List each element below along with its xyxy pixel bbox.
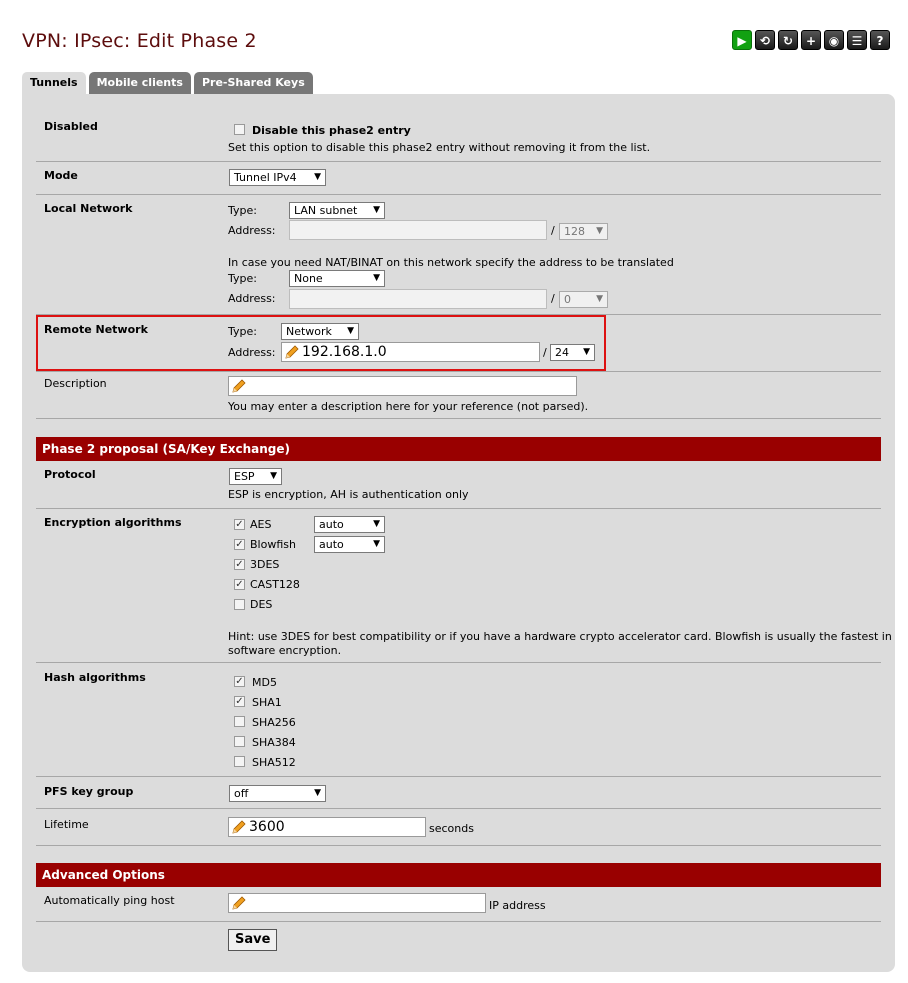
nat-type-label: Type: bbox=[228, 272, 257, 285]
aes-checkbox[interactable]: ✓ bbox=[235, 519, 244, 530]
nat-type-value: None bbox=[294, 272, 323, 285]
description-hint: You may enter a description here for your reference (not parsed). bbox=[228, 400, 589, 413]
local-address-label: Address: bbox=[228, 224, 276, 237]
nat-mask-value: 0 bbox=[564, 293, 571, 306]
pencil-icon bbox=[231, 378, 247, 394]
blowfish-keylen-value: auto bbox=[319, 538, 344, 551]
disabled-row bbox=[36, 108, 881, 162]
chevron-down-icon: ▼ bbox=[373, 539, 380, 549]
remote-network-label: Remote Network bbox=[44, 323, 148, 336]
protocol-label: Protocol bbox=[44, 468, 96, 481]
local-type-value: LAN subnet bbox=[294, 204, 358, 217]
tab-mobile-clients[interactable]: Mobile clients bbox=[89, 72, 191, 94]
des-checkbox[interactable] bbox=[234, 599, 245, 610]
sha512-label: SHA512 bbox=[252, 756, 296, 769]
md5-label: MD5 bbox=[252, 676, 277, 689]
aes-keylen-select[interactable] bbox=[314, 516, 385, 533]
pfs-row bbox=[36, 777, 881, 809]
blowfish-keylen-select[interactable] bbox=[314, 536, 385, 553]
lifetime-row bbox=[36, 809, 881, 846]
description-row bbox=[36, 372, 881, 419]
description-input[interactable] bbox=[228, 376, 577, 396]
hash-label: Hash algorithms bbox=[44, 671, 146, 684]
pfs-label: PFS key group bbox=[44, 785, 134, 798]
ping-host-label: Automatically ping host bbox=[44, 894, 175, 907]
local-type-label: Type: bbox=[228, 204, 257, 217]
encryption-label: Encryption algorithms bbox=[44, 516, 182, 529]
remote-mask-value: 24 bbox=[555, 346, 569, 359]
cast128-checkbox[interactable]: ✓ bbox=[235, 579, 244, 590]
chevron-down-icon: ▼ bbox=[596, 294, 603, 304]
header-toolbar bbox=[732, 30, 890, 50]
protocol-hint: ESP is encryption, AH is authentication only bbox=[228, 488, 469, 501]
save-button[interactable]: Save bbox=[228, 929, 277, 951]
nat-address-label: Address: bbox=[228, 292, 276, 305]
local-network-row bbox=[36, 195, 881, 315]
3des-label: 3DES bbox=[250, 558, 280, 571]
nat-mask-select[interactable] bbox=[559, 291, 608, 308]
remote-type-label: Type: bbox=[228, 325, 257, 338]
nat-type-select[interactable] bbox=[289, 270, 385, 287]
aes-label: AES bbox=[250, 518, 272, 531]
remote-address-label: Address: bbox=[228, 346, 276, 359]
chevron-down-icon: ▼ bbox=[373, 519, 380, 529]
page-title: VPN: IPsec: Edit Phase 2 bbox=[22, 30, 257, 52]
disabled-label: Disabled bbox=[44, 120, 98, 133]
encryption-hint-line2: software encryption. bbox=[228, 644, 342, 657]
lifetime-label: Lifetime bbox=[44, 818, 89, 831]
sha384-label: SHA384 bbox=[252, 736, 296, 749]
lifetime-unit: seconds bbox=[429, 822, 474, 835]
chevron-down-icon: ▼ bbox=[583, 347, 590, 357]
disable-phase2-checkbox-label: Disable this phase2 entry bbox=[252, 124, 411, 137]
mode-row bbox=[36, 162, 881, 195]
nat-mask-slash: / bbox=[551, 292, 555, 305]
list-icon[interactable]: ☰ bbox=[847, 30, 867, 50]
phase2-section-header: Phase 2 proposal (SA/Key Exchange) bbox=[36, 437, 881, 461]
tab-pre-shared-keys[interactable]: Pre-Shared Keys bbox=[194, 72, 313, 94]
local-address-input[interactable] bbox=[289, 220, 547, 240]
tab-bar bbox=[22, 72, 313, 94]
pfs-value: off bbox=[234, 787, 249, 800]
aes-keylen-value: auto bbox=[319, 518, 344, 531]
pfs-select[interactable] bbox=[229, 785, 326, 802]
local-type-select[interactable] bbox=[289, 202, 385, 219]
sha512-checkbox[interactable] bbox=[234, 756, 245, 767]
refresh-icon[interactable]: ↻ bbox=[778, 30, 798, 50]
blowfish-checkbox[interactable]: ✓ bbox=[235, 539, 244, 550]
lifetime-input[interactable] bbox=[228, 817, 426, 837]
encryption-hint-line1: Hint: use 3DES for best compatibility or if you have a hardware crypto accelerator card. Blowfish is usually the fastest in bbox=[228, 630, 892, 643]
sha384-checkbox[interactable] bbox=[234, 736, 245, 747]
chevron-down-icon: ▼ bbox=[373, 205, 380, 215]
nat-hint: In case you need NAT/BINAT on this network specify the address to be translated bbox=[228, 256, 674, 269]
ping-host-row bbox=[36, 888, 881, 922]
protocol-value: ESP bbox=[234, 470, 255, 483]
help-icon[interactable]: ? bbox=[870, 30, 890, 50]
protocol-row bbox=[36, 462, 881, 509]
add-icon[interactable]: + bbox=[801, 30, 821, 50]
advanced-section-header: Advanced Options bbox=[36, 863, 881, 887]
cast128-label: CAST128 bbox=[250, 578, 300, 591]
sha1-checkbox[interactable]: ✓ bbox=[235, 696, 244, 707]
disable-phase2-checkbox[interactable] bbox=[234, 124, 245, 135]
hash-row bbox=[36, 663, 881, 777]
restart-icon[interactable]: ⟲ bbox=[755, 30, 775, 50]
des-label: DES bbox=[250, 598, 273, 611]
chevron-down-icon: ▼ bbox=[270, 471, 277, 481]
local-mask-select[interactable] bbox=[559, 223, 608, 240]
disabled-hint: Set this option to disable this phase2 entry without removing it from the list. bbox=[228, 141, 651, 154]
mode-select-value: Tunnel IPv4 bbox=[234, 171, 297, 184]
pencil-icon bbox=[231, 895, 247, 911]
nat-address-input[interactable] bbox=[289, 289, 547, 309]
sha1-label: SHA1 bbox=[252, 696, 282, 709]
remote-address-value: 192.168.1.0 bbox=[302, 344, 387, 360]
local-network-label: Local Network bbox=[44, 202, 133, 215]
blowfish-label: Blowfish bbox=[250, 538, 296, 551]
local-mask-slash: / bbox=[551, 224, 555, 237]
remote-mask-slash: / bbox=[543, 346, 547, 359]
ping-host-unit: IP address bbox=[489, 899, 546, 912]
chevron-down-icon: ▼ bbox=[596, 226, 603, 236]
encryption-row bbox=[36, 509, 892, 663]
remote-type-value: Network bbox=[286, 325, 332, 338]
chevron-down-icon: ▼ bbox=[314, 788, 321, 798]
lifetime-value: 3600 bbox=[249, 819, 285, 835]
chevron-down-icon: ▼ bbox=[314, 172, 321, 182]
3des-checkbox[interactable]: ✓ bbox=[235, 559, 244, 570]
description-label: Description bbox=[44, 377, 107, 390]
settings-icon[interactable]: ◉ bbox=[824, 30, 844, 50]
sha256-checkbox[interactable] bbox=[234, 716, 245, 727]
pencil-icon bbox=[231, 819, 247, 835]
mode-select[interactable] bbox=[229, 169, 326, 186]
tab-tunnels[interactable]: Tunnels bbox=[22, 72, 86, 94]
protocol-select[interactable] bbox=[229, 468, 282, 485]
chevron-down-icon: ▼ bbox=[373, 273, 380, 283]
mode-label: Mode bbox=[44, 169, 78, 182]
local-mask-value: 128 bbox=[564, 225, 585, 238]
play-icon[interactable]: ▶ bbox=[732, 30, 752, 50]
remote-network-highlight-box bbox=[36, 315, 606, 371]
md5-checkbox[interactable]: ✓ bbox=[235, 676, 244, 687]
chevron-down-icon: ▼ bbox=[347, 326, 354, 336]
ping-host-input[interactable] bbox=[228, 893, 486, 913]
sha256-label: SHA256 bbox=[252, 716, 296, 729]
